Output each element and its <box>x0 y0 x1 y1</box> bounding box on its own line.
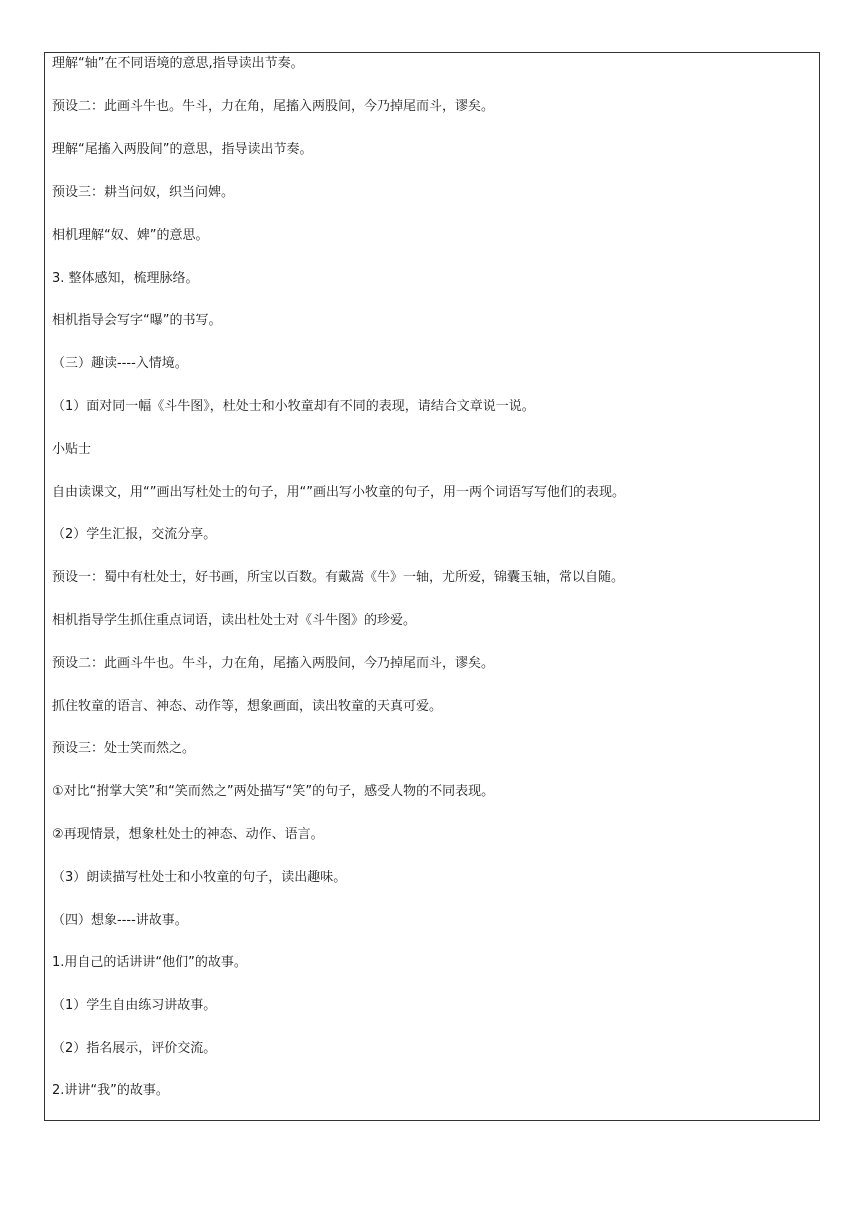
text-line: 相机指导学生抓住重点词语，读出杜处士对《斗牛图》的珍爱。 <box>52 613 417 628</box>
text-line: 1.用自己的话讲讲“他们”的故事。 <box>52 955 247 970</box>
text-line: （2）学生汇报，交流分享。 <box>52 527 217 542</box>
text-line: （3）朗读描写杜处士和小牧童的句子，读出趣味。 <box>52 870 347 885</box>
text-line: 相机指导会写字“曝”的书写。 <box>52 313 222 328</box>
text-line: （四）想象----讲故事。 <box>52 913 188 928</box>
text-line: ②再现情景，想象杜处士的神态、动作、语言。 <box>52 827 324 842</box>
text-line: 2.讲讲“我”的故事。 <box>52 1083 169 1098</box>
text-line: 预设二：此画斗牛也。牛斗，力在角，尾搐入两股间，今乃掉尾而斗，谬矣。 <box>52 99 495 114</box>
text-line: 小贴士 <box>52 442 92 457</box>
text-line: 理解“尾搐入两股间”的意思，指导读出节奏。 <box>52 142 313 157</box>
text-line: 理解“轴”在不同语境的意思,指导读出节奏。 <box>52 56 304 71</box>
text-line: 预设三：耕当问奴，织当问婢。 <box>52 185 235 200</box>
text-line: （1）面对同一幅《斗牛图》，杜处士和小牧童却有不同的表现，请结合文章说一说。 <box>52 399 535 414</box>
text-line: 预设三：处士笑而然之。 <box>52 741 196 756</box>
text-line: （三）趣读----入情境。 <box>52 356 188 371</box>
text-line: ①对比“拊掌大笑”和“笑而然之”两处描写“笑”的句子，感受人物的不同表现。 <box>52 784 495 799</box>
text-line: 抓住牧童的语言、神态、动作等，想象画面，读出牧童的天真可爱。 <box>52 699 443 714</box>
text-line: 自由读课文，用“”画出写杜处士的句子，用“”画出写小牧童的句子，用一两个词语写写他们的表现。 <box>52 485 625 500</box>
text-line: （2）指名展示，评价交流。 <box>52 1041 217 1056</box>
text-line: （1）学生自由练习讲故事。 <box>52 998 217 1013</box>
text-line: 预设二：此画斗牛也。牛斗，力在角，尾搐入两股间，今乃掉尾而斗，谬矣。 <box>52 656 495 671</box>
text-line: 预设一：蜀中有杜处士，好书画，所宝以百数。有戴嵩《牛》一轴，尤所爱，锦囊玉轴，常以自随。 <box>52 570 625 585</box>
text-line: 3. 整体感知，梳理脉络。 <box>52 271 199 286</box>
text-line: 相机理解“奴、婢”的意思。 <box>52 228 209 243</box>
